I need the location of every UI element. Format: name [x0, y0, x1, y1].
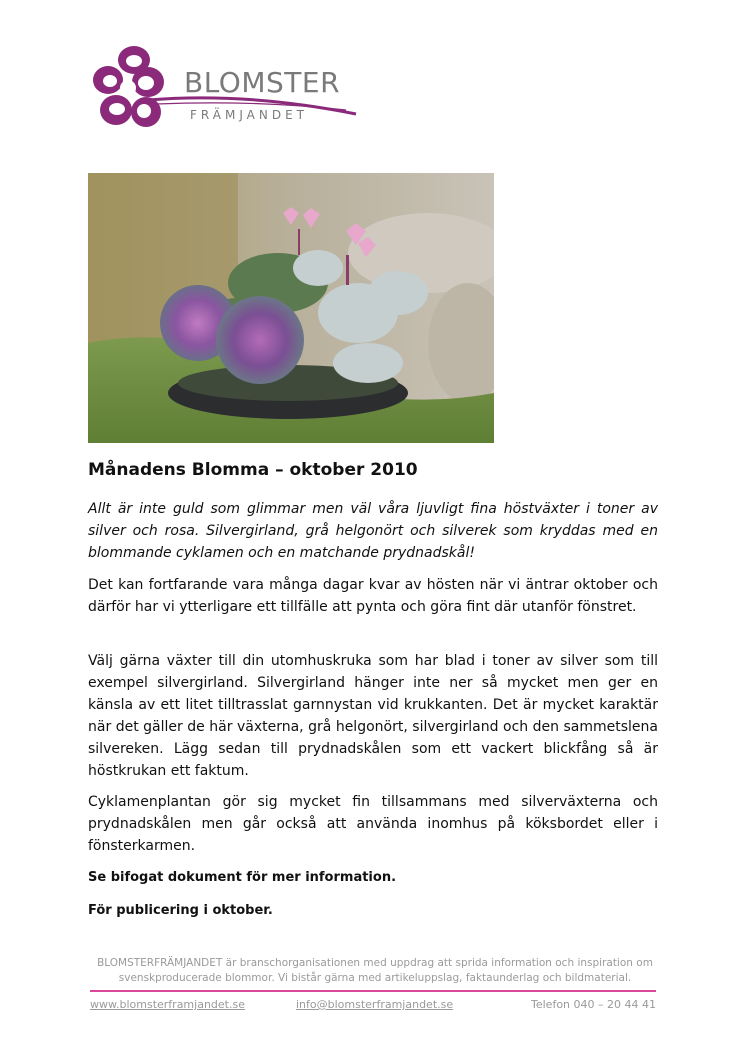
article-title: Månadens Blomma – oktober 2010 [88, 460, 418, 480]
article-paragraph: Det kan fortfarande vara många dagar kvar av hösten när vi äntrar oktober och därför har vi ytterligare ett tillfälle att pynta och göra fint där utanför fönstret. [88, 577, 658, 615]
logo-subword: FRÄMJANDET [190, 108, 308, 122]
footer-contacts [90, 998, 656, 1014]
article-paragraph: Cyklamenplantan gör sig mycket fin tillsammans med silverväxterna och prydnadskålen men går också att använda inomhus på köksbordet eller i fönsterkarmen. [88, 794, 658, 854]
footer-divider [90, 990, 656, 992]
article-paragraph: Välj gärna växter till din utomhuskruka som har blad i toner av silver som till exempel silvergirland. Silvergirland hänger inte ner så mycket men ger en känsla av ett litet tilltrasslat garnnystan vid krukkanten. Det är mycket karaktär när det gäller de här växterna, grå helgonört, silvergirland och den sammetslena silvereken. Lägg sedan till prydnadskålen som ett vackert blickfång så är höstkrukan ett faktum. [88, 653, 658, 779]
publication-note: För publicering i oktober. [88, 903, 273, 918]
phone-number: Telefon 040 – 20 44 41 [531, 998, 656, 1011]
website-link[interactable]: www.blomsterframjandet.se [90, 998, 245, 1011]
article-photo [88, 173, 494, 443]
logo-wordmark: BLOMSTER [184, 66, 341, 99]
email-link[interactable]: info@blomsterframjandet.se [296, 998, 454, 1011]
article-intro: Allt är inte guld som glimmar men väl våra ljuvligt fina höstväxter i toner av silver och rosa. Silvergirland, grå helgonört och silverek som kryddas med en blommande cyklamen och en matchande prydnadskål! [88, 501, 658, 561]
footer-about: BLOMSTERFRÄMJANDET är branschorganisationen med uppdrag att sprida information och inspiration om svenskproducerade blommor. Vi bistår gärna med artikeluppslag, faktaunderlag och bildmaterial. [97, 957, 653, 984]
attached-document-note: Se bifogat dokument för mer information. [88, 870, 397, 885]
